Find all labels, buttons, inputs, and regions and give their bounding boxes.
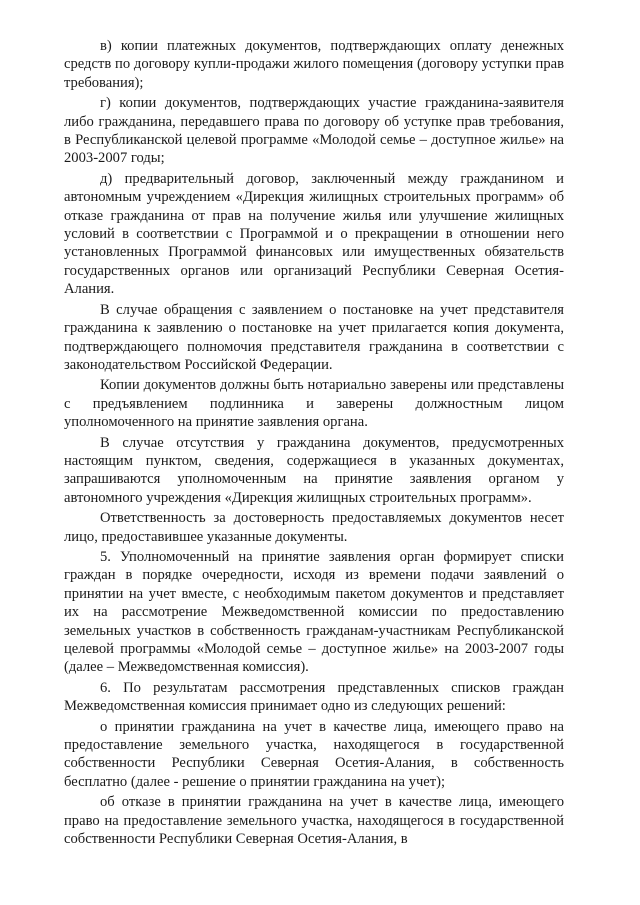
paragraph-clause-6: 6. По результатам рассмотрения представленных списков граждан Межведомственная комиссия принимает одно из следующих решений: [64,679,564,715]
paragraph-item-d: д) предварительный договор, заключенный между гражданином и автономным учреждением «Дирекция жилищных строительных программ» об отказе гражданина от прав на получение жилья или улучшение жилищных условий в соответствии с Программой и о прекращении в отношении него установленных Программой финансовых или имущественных обязательств государственных органов или организаций Республики Северная Осетия-Алания. [64,170,564,298]
paragraph-missing-documents: В случае отсутствия у гражданина документов, предусмотренных настоящим пунктом, сведения, содержащиеся в указанных документах, запрашиваются уполномоченным на принятие заявления органом у автономного учреждения «Дирекция жилищных строительных программ». [64,434,564,506]
paragraph-item-g: г) копии документов, подтверждающих участие гражданина-заявителя либо гражданина, передавшего права по договору об уступке прав требования, в Республиканской целевой программе «Молодой семье – доступное жилье» на 2003-2007 годы; [64,95,564,167]
paragraph-item-v: в) копии платежных документов, подтверждающих оплату денежных средств по договору купли-продажи жилого помещения (договору уступки прав требования); [64,38,564,91]
paragraph-copies-certified: Копии документов должны быть нотариально заверены или представлены с предъявлением подлинника и заверены должностным лицом уполномоченного на принятие заявления органа. [64,377,564,431]
paragraph-responsibility: Ответственность за достоверность предоставляемых документов несет лицо, предоставившее указанные документы. [64,510,564,545]
paragraph-representative: В случае обращения с заявлением о постановке на учет представителя гражданина к заявлению о постановке на учет прилагается копия документа, подтверждающего полномочия представителя гражданина в соответствии с законодательством Российской Федерации. [64,301,564,373]
paragraph-clause-5: 5. Уполномоченный на принятие заявления орган формирует списки граждан в порядке очередности, исходя из времени подачи заявлений о принятии на учет вместе, с необходимым пакетом документов и представляет их на рассмотрение Межведомственной комиссии по предоставлению земельных участков в собственность гражданам-участникам Республиканской целевой программы «Молодой семье – доступное жилье» на 2003-2007 годы (далее – Межведомственная комиссия). [64,548,564,676]
paragraph-decision-refuse: об отказе в принятии гражданина на учет в качестве лица, имеющего право на предоставление земельного участка, находящегося в государственной собственности Республики Северная Осетия-Алания, в [64,794,564,848]
paragraph-decision-accept: о принятии гражданина на учет в качестве лица, имеющего право на предоставление земельного участка, находящегося в государственной собственности Республики Северная Осетия-Алания, в собственность бесплатно (далее - решение о принятии гражданина на учет); [64,718,564,790]
document-body [64,37,564,850]
